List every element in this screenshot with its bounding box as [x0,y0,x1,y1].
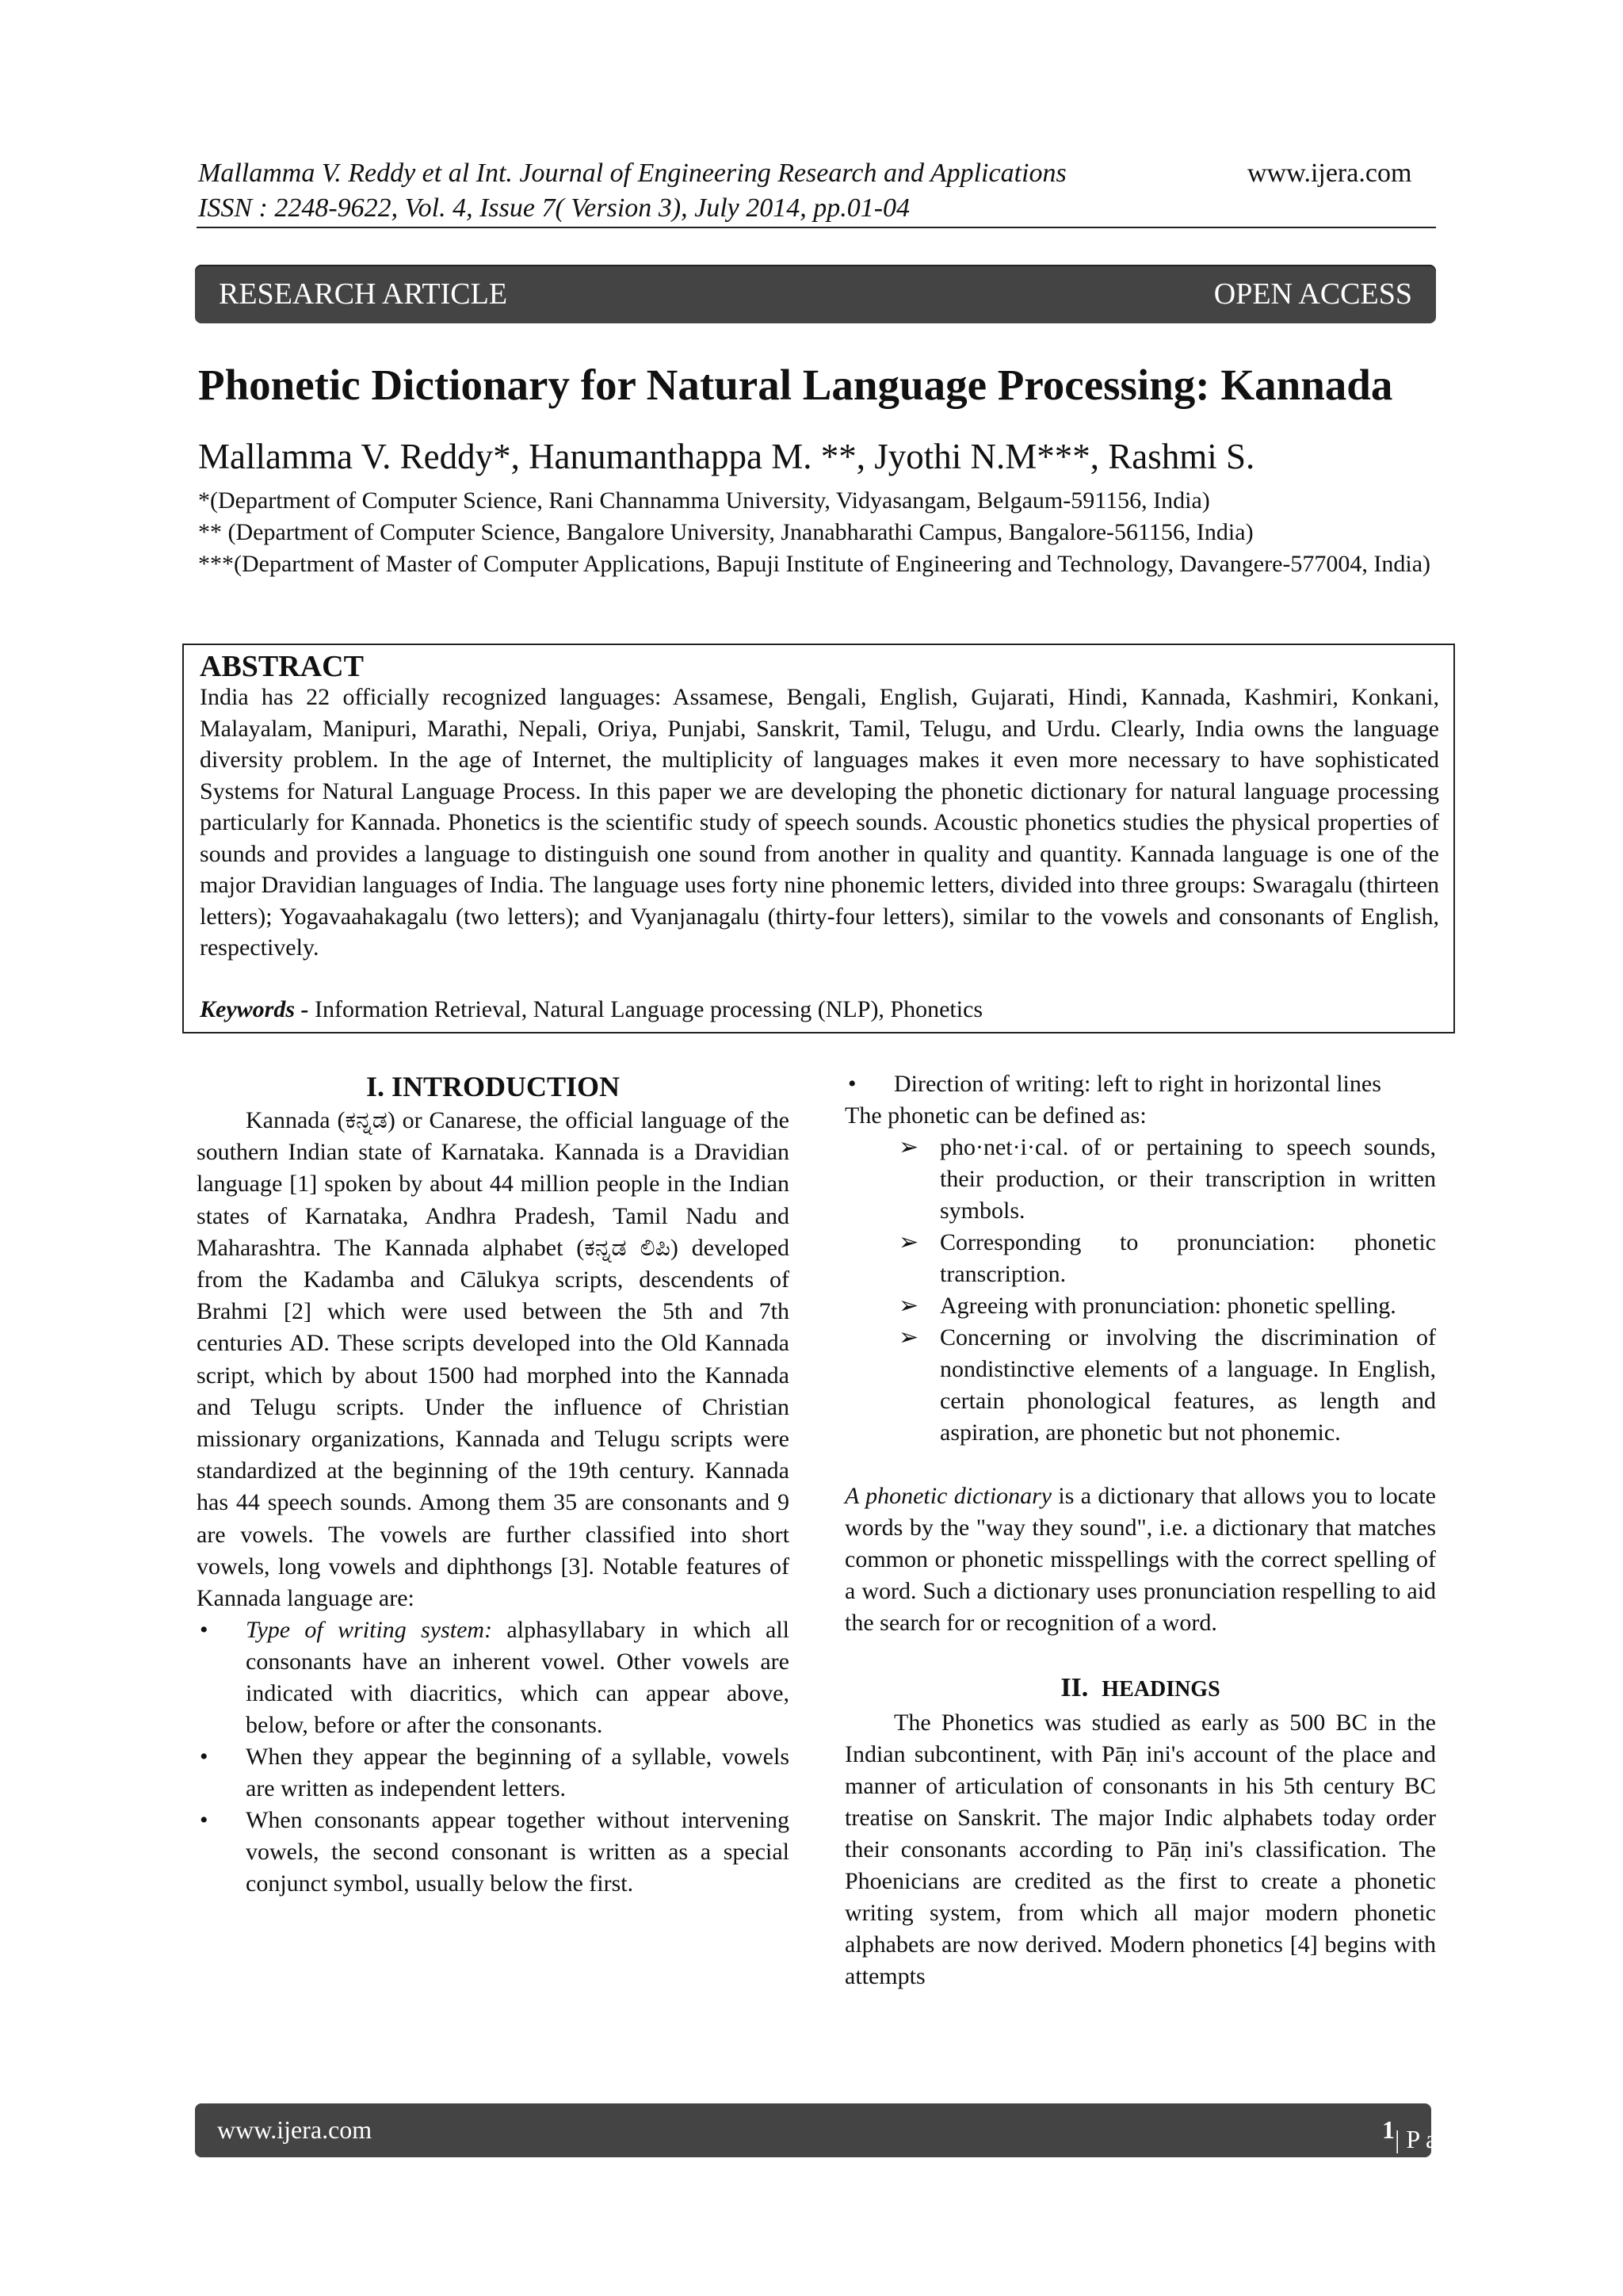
list-item [888,1322,1436,1449]
definition-1: pho·net·i·cal. of or pertaining to speech sounds, their production, or their transcription in written symbols. [940,1134,1436,1224]
open-access-label: OPEN ACCESS [1213,277,1412,311]
bullet-icon: • [848,1071,857,1097]
article-type-banner [195,265,1436,323]
direction-list [845,1068,1436,1100]
journal-url: www.ijera.com [1247,159,1412,188]
research-article-label: RESEARCH ARTICLE [219,277,508,311]
bullet-icon: • [200,1807,208,1834]
page-number: 1 [1382,2115,1395,2144]
list-item [888,1290,1436,1322]
footer-url: www.ijera.com [217,2115,372,2144]
page-footer [195,2103,1474,2157]
abstract-box [182,644,1455,1033]
writing-system-label: Type of writing system: [246,1617,493,1644]
introduction-heading: I. INTRODUCTION [365,1071,621,1102]
introduction-paragraph: Kannada (ಕನ್ನಡ) or Canarese, the official language of the southern Indian state of Karnataka. Kannada is a Dravidian language [1] spoken by about 44 million people in the Indian states of Karnataka, Andhra Pradesh, Tamil Nadu and Maharashtra. The Kannada alphabet (ಕನ್ನಡ ಲಿಪಿ) developed from the Kadamba and Cālukya scripts, descendents of Brahmi [2] which were used between the 5th and 7th centuries AD. These scripts developed into the Old Kannada script, which by about 1500 had morphed into the Kannada and Telugu scripts. Under the influence of Christian missionary organizations, Kannada and Telugu scripts were standardized at the beginning of the 19th century. Kannada has 44 speech sounds. Among them 35 are consonants and 9 are vowels. The vowels are further classified into short vowels, long vowels and diphthongs [3]. Notable features of Kannada language are: [197,1107,789,1612]
definition-2: Corresponding to pronunciation: phonetic transcription. [940,1229,1436,1287]
journal-line: Mallamma V. Reddy et al Int. Journal of Engineering Research and Applications [198,159,1067,188]
list-item [197,1805,789,1900]
abstract-text: India has 22 officially recognized languages: Assamese, Bengali, English, Gujarati, Hindi, Kannada, Kashmiri, Konkani, Malayalam, Manipuri, Marathi, Nepali, Oriya, Punjabi, Sanskrit, Tamil, Telugu, and Urdu. Clearly, India owns the language diversity problem. In the age of Internet, the multiplicity of languages makes it even more necessary to have sophisticated Systems for Natural Language Process. In this paper we are developing the phonetic dictionary for natural language processing particularly for Kannada. Phonetics is the scientific study of speech sounds. Acoustic phonetics studies the physical properties of sounds and provides a language to distinguish one sound from another in quality and quantity. Kannada language is one of the major Dravidian languages of India. The language uses forty nine phonemic letters, divided into three groups: Swaragalu (thirteen letters); Yogavaahakagalu (two letters); and Vyanjanagalu (thirty-four letters), similar to the vowels and consonants of English, respectively. [200,684,1439,961]
conjunct-consonants-text: When consonants appear together without intervening vowels, the second consonant is written as a special conjunct symbol, usually below the first. [246,1807,789,1897]
list-item [845,1068,1436,1100]
keywords-text: Information Retrieval, Natural Language processing (NLP), Phonetics [315,996,983,1022]
issn-line: ISSN : 2248-9622, Vol. 4, Issue 7( Version 3), July 2014, pp.01-04 [198,193,911,223]
definition-intro: The phonetic can be defined as: [845,1102,1147,1129]
definition-3: Agreeing with pronunciation: phonetic spelling. [940,1293,1396,1319]
author-list: Mallamma V. Reddy*, Hanumanthappa M. **, Jyothi N.M***, Rashmi S. [198,437,1255,476]
abstract-heading: ABSTRACT [200,650,364,683]
affiliation-3: ***(Department of Master of Computer Applications, Bapuji Institute of Engineering and Technology, Davangere-577004, India) [198,551,1431,577]
arrow-bullet-icon: ➢ [899,1229,919,1255]
left-column [197,1068,789,1900]
list-item [888,1227,1436,1290]
affiliation-2: ** (Department of Computer Science, Bangalore University, Jnanabharathi Campus, Bangalore-561156, India) [198,519,1254,545]
headings-paragraph: The Phonetics was studied as early as 500 BC in the Indian subcontinent, with Pāṇ ini's account of the place and manner of articulation of consonants in his 5th century BC treatise on Sanskrit. The major Indic alphabets today order their consonants according to Pāṇ ini's classification. The Phoenicians are credited as the first to create a phonetic writing system, from which all major modern phonetic alphabets are now derived. Modern phonetics [4] begins with attempts [845,1710,1436,1989]
list-item [197,1741,789,1805]
right-column [845,1068,1436,1992]
keywords-label: Keywords - [200,996,309,1022]
headings-section-heading [845,1671,1436,1707]
writing-system-text: alphasyllabary in which all consonants have an inherent vowel. Other vowels are indicated with diacritics, which can appear above, below, before or after the consonants. [246,1617,789,1739]
phonetic-dictionary-paragraph [845,1480,1436,1639]
definition-4: Concerning or involving the discrimination of nondistinctive elements of a language. In English, certain phonological features, as length and aspiration, are phonetic but not phonemic. [940,1324,1436,1446]
arrow-bullet-icon: ➢ [899,1324,919,1350]
bullet-icon: • [200,1617,208,1644]
keywords-line [200,994,983,1026]
list-item [888,1132,1436,1227]
phonetic-dictionary-term: A phonetic dictionary [845,1483,1052,1509]
section-title: HEADINGS [1102,1677,1220,1702]
arrow-bullet-icon: ➢ [899,1134,919,1160]
affiliation-1: *(Department of Computer Science, Rani Channamma University, Vidyasangam, Belgaum-591156, India) [198,487,1210,514]
section-number: II. [1060,1673,1089,1702]
arrow-bullet-icon: ➢ [899,1293,919,1319]
definitions-list [845,1132,1436,1449]
phonetic-dictionary-text: is a dictionary that allows you to locate words by the "way they sound", i.e. a dictionary that matches common or phonetic misspellings with the correct spelling of a word. Such a dictionary uses pronunciation respelling to aid the search for or recognition of a word. [845,1483,1436,1636]
direction-text: Direction of writing: left to right in horizontal lines [894,1071,1381,1097]
page-number-line [1382,2113,1474,2153]
header-rule [197,227,1436,228]
list-item [197,1614,789,1741]
kannada-features-list [197,1614,789,1900]
page-label: | P a g e [1395,2125,1474,2153]
syllable-vowels-text: When they appear the beginning of a syllable, vowels are written as independent letters. [246,1744,789,1802]
paper-title: Phonetic Dictionary for Natural Language Processing: Kannada [198,361,1393,409]
bullet-icon: • [200,1744,208,1771]
